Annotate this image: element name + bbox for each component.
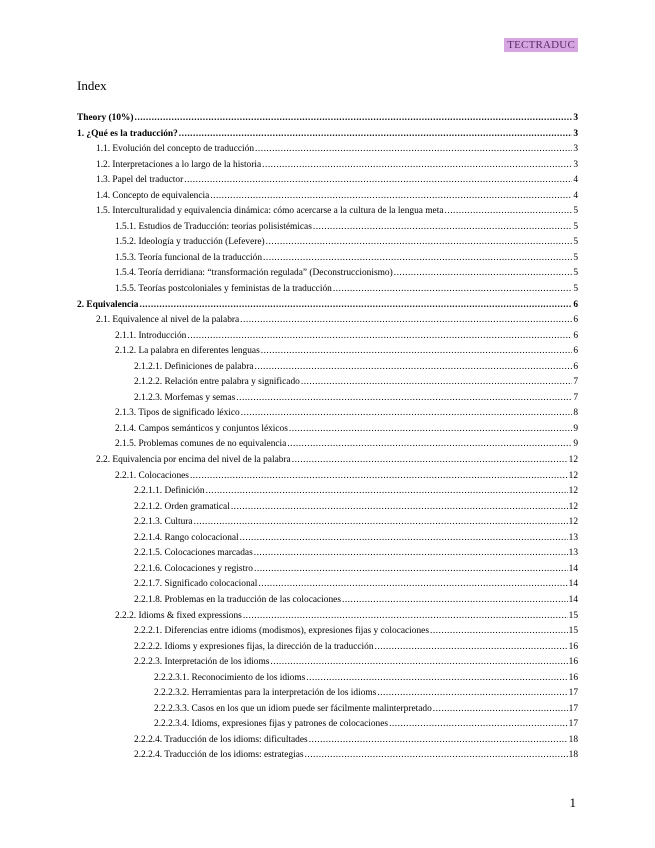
toc-entry[interactable] bbox=[77, 469, 578, 485]
toc-leader-dots bbox=[255, 142, 572, 158]
toc-entry-page: 6 bbox=[573, 361, 578, 372]
toc-entry[interactable] bbox=[77, 640, 578, 656]
toc-entry[interactable] bbox=[77, 251, 578, 267]
toc-entry-label: 1.4. Concepto de equivalencia bbox=[96, 190, 210, 201]
toc-entry-label: 2.2.2.3.2. Herramientas para la interpretación de los idioms bbox=[154, 688, 377, 699]
toc-entry[interactable] bbox=[77, 173, 578, 189]
toc-leader-dots bbox=[258, 577, 567, 593]
toc-entry-label: 1.2. Interpretaciones a lo largo de la historia bbox=[96, 159, 262, 170]
toc-entry[interactable] bbox=[77, 717, 578, 733]
toc-entry[interactable] bbox=[77, 266, 578, 282]
toc-leader-dots bbox=[231, 500, 568, 516]
toc-entry[interactable] bbox=[77, 624, 578, 640]
toc-entry-page: 4 bbox=[573, 190, 578, 201]
toc-entry-page: 6 bbox=[573, 299, 578, 310]
toc-entry[interactable] bbox=[77, 158, 578, 174]
toc-entry[interactable] bbox=[77, 593, 578, 609]
toc-leader-dots bbox=[430, 624, 568, 640]
toc-leader-dots bbox=[254, 562, 568, 578]
toc-entry[interactable] bbox=[77, 733, 578, 749]
toc-entry-label: 2.1.1. Introducción bbox=[115, 330, 187, 341]
toc-entry-page: 16 bbox=[568, 657, 578, 668]
toc-leader-dots bbox=[305, 748, 568, 764]
toc-entry-page: 12 bbox=[568, 455, 578, 466]
toc-leader-dots bbox=[375, 640, 568, 656]
toc-entry[interactable] bbox=[77, 484, 578, 500]
toc-entry-label: 2. Equivalencia bbox=[77, 299, 139, 310]
toc-entry[interactable] bbox=[77, 671, 578, 687]
toc-leader-dots bbox=[210, 189, 572, 205]
toc-entry-label: 2.1.2. La palabra en diferentes lenguas bbox=[115, 346, 260, 357]
toc-entry[interactable] bbox=[77, 142, 578, 158]
toc-entry-page: 14 bbox=[568, 594, 578, 605]
toc-leader-dots bbox=[289, 422, 572, 438]
toc-entry-label: 1.3. Papel del traductor bbox=[96, 175, 184, 186]
toc-entry[interactable] bbox=[77, 235, 578, 251]
toc-entry-page: 17 bbox=[568, 719, 578, 730]
page-number: 1 bbox=[569, 795, 576, 810]
toc-entry-label: 2.2.1.4. Rango colocacional bbox=[134, 532, 239, 543]
toc-entry-page: 3 bbox=[573, 128, 578, 139]
toc-entry[interactable] bbox=[77, 127, 578, 143]
toc-leader-dots bbox=[389, 717, 568, 733]
toc-leader-dots bbox=[206, 484, 568, 500]
toc-entry[interactable] bbox=[77, 437, 578, 453]
toc-entry-page: 3 bbox=[573, 159, 578, 170]
toc-leader-dots bbox=[445, 204, 573, 220]
toc-entry-label: Theory (10%) bbox=[77, 113, 134, 123]
toc-leader-dots bbox=[184, 173, 572, 189]
toc-entry[interactable] bbox=[77, 313, 578, 329]
toc-entry[interactable] bbox=[77, 220, 578, 236]
toc-entry-page: 9 bbox=[573, 423, 578, 434]
toc-entry-label: 2.2.2.1. Diferencias entre idioms (modismos), expresiones fijas y colocaciones bbox=[134, 626, 429, 637]
toc-entry-page: 16 bbox=[568, 641, 578, 652]
toc-entry-label: 2.2.1.2. Orden gramatical bbox=[134, 501, 230, 512]
toc-entry-label: 2.2.1.5. Colocaciones marcadas bbox=[134, 548, 253, 559]
toc-entry-label: 1.5.2. Ideología y traducción (Lefevere) bbox=[115, 237, 265, 248]
toc-leader-dots bbox=[287, 437, 572, 453]
toc-entry-page: 16 bbox=[568, 672, 578, 683]
toc-entry-label: 2.2.2.3. Interpretación de los idioms bbox=[134, 657, 270, 668]
toc-entry-label: 2.2.2.3.4. Idioms, expresiones fijas y patrones de colocaciones bbox=[154, 719, 389, 730]
toc-entry[interactable] bbox=[77, 375, 578, 391]
toc-entry-page: 5 bbox=[573, 206, 578, 217]
toc-entry[interactable] bbox=[77, 655, 578, 671]
toc-entry-page: 17 bbox=[568, 688, 578, 699]
toc-entry[interactable] bbox=[77, 406, 578, 422]
header-tag: TECTRADUC bbox=[504, 38, 578, 52]
toc-entry[interactable] bbox=[77, 577, 578, 593]
toc-entry[interactable] bbox=[77, 562, 578, 578]
toc-entry-label: 2.2.1.6. Colocaciones y registro bbox=[134, 563, 253, 574]
toc-entry-label: 2.2.2.4. Traducción de los idioms: dificultades bbox=[134, 734, 308, 745]
toc-entry[interactable] bbox=[77, 282, 578, 298]
toc-leader-dots bbox=[262, 158, 572, 174]
toc-leader-dots bbox=[377, 686, 567, 702]
toc-entry[interactable] bbox=[77, 204, 578, 220]
toc-leader-dots bbox=[187, 329, 572, 345]
toc-entry-page: 14 bbox=[568, 563, 578, 574]
toc-entry[interactable] bbox=[77, 189, 578, 205]
toc-entry-page: 13 bbox=[568, 532, 578, 543]
toc-entry[interactable] bbox=[77, 422, 578, 438]
toc-entry-label: 2.1.5. Problemas comunes de no equivalencia bbox=[115, 439, 287, 450]
toc-entry-label: 2.2.2.4. Traducción de los idioms: estrategias bbox=[134, 750, 304, 761]
toc-entry-page: 12 bbox=[568, 501, 578, 512]
page-title: Index bbox=[77, 78, 107, 93]
toc-entry-label: 1.5.5. Teorías postcoloniales y feministas de la traducción bbox=[115, 284, 332, 295]
toc-entry-page: 5 bbox=[573, 268, 578, 279]
toc-entry-label: 2.2.1.8. Problemas en la traducción de las colocaciones bbox=[134, 594, 341, 605]
toc-entry-page: 18 bbox=[568, 750, 578, 761]
toc-entry-label: 1.5.1. Estudios de Traducción: teorías polisistémicas bbox=[115, 221, 312, 232]
toc-entry-page: 12 bbox=[568, 486, 578, 497]
toc-entry-label: 2.1.4. Campos semánticos y conjuntos léxicos bbox=[115, 423, 288, 434]
toc-leader-dots bbox=[243, 609, 568, 625]
toc-entry-page: 4 bbox=[573, 175, 578, 186]
toc-leader-dots bbox=[306, 671, 567, 687]
toc-entry-label: 2.1.2.3. Morfemas y semas bbox=[134, 392, 236, 403]
toc-entry[interactable] bbox=[77, 391, 578, 407]
toc-entry-page: 14 bbox=[568, 579, 578, 590]
toc-entry-page: 8 bbox=[573, 408, 578, 419]
toc-entry-label: 2.2. Equivalencia por encima del nivel de la palabra bbox=[96, 455, 291, 466]
toc-leader-dots bbox=[342, 593, 568, 609]
toc-leader-dots bbox=[241, 406, 573, 422]
toc-entry-label: 1.5. Interculturalidad y equivalencia dinámica: cómo acercarse a la cultura de la lengua meta bbox=[96, 206, 444, 217]
toc-leader-dots bbox=[240, 313, 572, 329]
toc-entry-label: 2.2.2.3.3. Casos en los que un idiom puede ser fácilmente malinterpretado bbox=[154, 703, 432, 714]
toc-entry[interactable] bbox=[77, 500, 578, 516]
toc-leader-dots bbox=[179, 127, 573, 143]
toc-entry-page: 12 bbox=[568, 470, 578, 481]
toc-entry[interactable] bbox=[77, 453, 578, 469]
toc-leader-dots bbox=[190, 469, 568, 485]
toc-entry-label: 2.2.1.3. Cultura bbox=[134, 517, 193, 528]
toc-leader-dots bbox=[394, 266, 573, 282]
toc-entry[interactable] bbox=[77, 329, 578, 345]
toc-entry-label: 1.1. Evolución del concepto de traducción bbox=[96, 144, 255, 155]
toc-entry[interactable] bbox=[77, 531, 578, 547]
toc-entry[interactable] bbox=[77, 298, 578, 314]
toc-leader-dots bbox=[433, 702, 568, 718]
toc-entry-page: 17 bbox=[568, 703, 578, 714]
toc-entry-page: 6 bbox=[573, 330, 578, 341]
toc-leader-dots bbox=[301, 375, 572, 391]
toc-entry-page: 15 bbox=[568, 610, 578, 621]
toc-leader-dots bbox=[263, 251, 572, 267]
toc-entry[interactable] bbox=[77, 546, 578, 562]
toc-entry-page: 12 bbox=[568, 517, 578, 528]
toc-entry-label: 2.1.2.2. Relación entre palabra y significado bbox=[134, 377, 300, 388]
toc-entry[interactable] bbox=[77, 748, 578, 764]
toc-leader-dots bbox=[240, 531, 568, 547]
toc-entry-page: 5 bbox=[573, 252, 578, 263]
toc-leader-dots bbox=[236, 391, 572, 407]
toc-entry-page: 15 bbox=[568, 626, 578, 637]
toc-entry-label: 2.2.2. Idioms & fixed expressions bbox=[115, 610, 242, 621]
toc-leader-dots bbox=[194, 515, 568, 531]
toc-entry-page: 3 bbox=[573, 144, 578, 155]
toc-entry-page: 18 bbox=[568, 734, 578, 745]
toc-leader-dots bbox=[313, 220, 572, 236]
toc-entry-page: 9 bbox=[573, 439, 578, 450]
toc-entry-label: 2.2.2.3.1. Reconocimiento de los idioms bbox=[154, 672, 306, 683]
toc-leader-dots bbox=[255, 360, 573, 376]
toc-entry[interactable] bbox=[77, 686, 578, 702]
toc-leader-dots bbox=[135, 111, 573, 127]
toc-entry[interactable] bbox=[77, 360, 578, 376]
toc-entry[interactable] bbox=[77, 515, 578, 531]
toc-entry-page: 3 bbox=[573, 113, 578, 123]
toc-leader-dots bbox=[139, 298, 572, 314]
toc-entry-label: 1. ¿Qué es la traducción? bbox=[77, 128, 178, 139]
toc-entry-label: 2.2.1.1. Definición bbox=[134, 486, 205, 497]
toc-entry-label: 1.5.3. Teoría funcional de la traducción bbox=[115, 252, 263, 263]
toc-leader-dots bbox=[270, 655, 567, 671]
toc-entry-label: 1.5.4. Teoría derridiana: “transformación regulada” (Deconstruccionismo) bbox=[115, 268, 393, 279]
toc-entry-label: 2.1. Equivalence al nivel de la palabra bbox=[96, 315, 240, 326]
toc-entry[interactable] bbox=[77, 111, 578, 127]
toc-leader-dots bbox=[333, 282, 572, 298]
toc-entry-label: 2.2.1.7. Significado colocacional bbox=[134, 579, 258, 590]
toc-entry[interactable] bbox=[77, 609, 578, 625]
toc-entry-page: 5 bbox=[573, 221, 578, 232]
toc-entry-label: 2.2.1. Colocaciones bbox=[115, 470, 189, 481]
toc-entry-label: 2.2.2.2. Idioms y expresiones fijas, la dirección de la traducción bbox=[134, 641, 374, 652]
toc-entry-page: 6 bbox=[573, 346, 578, 357]
toc-leader-dots bbox=[292, 453, 568, 469]
toc-entry-label: 2.1.3. Tipos de significado léxico bbox=[115, 408, 240, 419]
toc-leader-dots bbox=[261, 344, 573, 360]
toc-entry-page: 6 bbox=[573, 315, 578, 326]
toc-entry-page: 5 bbox=[573, 237, 578, 248]
toc-leader-dots bbox=[309, 733, 568, 749]
toc-entry-page: 5 bbox=[573, 284, 578, 295]
toc-entry-page: 13 bbox=[568, 548, 578, 559]
toc-leader-dots bbox=[266, 235, 573, 251]
toc-entry[interactable] bbox=[77, 344, 578, 360]
table-of-contents bbox=[77, 111, 578, 764]
toc-entry[interactable] bbox=[77, 702, 578, 718]
toc-entry-page: 7 bbox=[573, 392, 578, 403]
toc-entry-page: 7 bbox=[573, 377, 578, 388]
toc-entry-label: 2.1.2.1. Definiciones de palabra bbox=[134, 361, 254, 372]
toc-leader-dots bbox=[254, 546, 568, 562]
